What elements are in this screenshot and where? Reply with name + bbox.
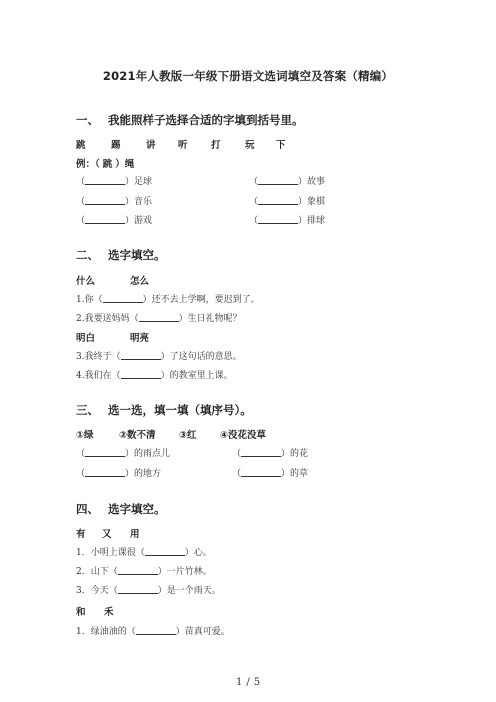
answer-blank[interactable] bbox=[121, 350, 161, 360]
answer-blank[interactable] bbox=[258, 214, 298, 224]
section-title: 选字填空。 bbox=[108, 248, 166, 262]
question-line: 2.我要送妈妈（ ）生日礼物呢？ bbox=[76, 314, 242, 324]
question-line: 4.我们在（ ）的教室里上课。 bbox=[76, 371, 233, 381]
fill-item: （ ）的花 bbox=[232, 449, 309, 459]
question-line: 1．小明上课很（ ）心。 bbox=[76, 548, 212, 558]
question-line: 3.我终于（ ）了这句话的意思。 bbox=[76, 352, 242, 362]
answer-blank[interactable] bbox=[118, 565, 158, 575]
answer-blank[interactable] bbox=[121, 369, 161, 379]
word-option: 讲 bbox=[146, 140, 156, 151]
word-option: 怎么 bbox=[130, 276, 150, 287]
answer-blank[interactable] bbox=[241, 467, 281, 477]
example-answer: 跳 bbox=[102, 159, 113, 170]
word-option: 用 bbox=[130, 529, 140, 540]
word-option: 禾 bbox=[104, 607, 114, 618]
section-number: 二、 bbox=[76, 248, 99, 262]
section-title: 我能照样子选择合适的字填到括号里。 bbox=[108, 113, 304, 127]
word-option: 什么 bbox=[76, 276, 96, 287]
fill-item: （ ）游戏 bbox=[76, 216, 153, 226]
answer-blank[interactable] bbox=[85, 447, 125, 457]
answer-blank[interactable] bbox=[85, 467, 125, 477]
section-title: 选一选，填一填（填序号）。 bbox=[108, 403, 252, 417]
fill-item: （ ）足球 bbox=[76, 177, 153, 187]
answer-blank[interactable] bbox=[103, 293, 143, 303]
page-title: 2021年人教版一年级下册语文选词填空及答案（精编） bbox=[102, 69, 394, 83]
fill-item: （ ）的草 bbox=[232, 469, 309, 479]
choice-option: ②数不清 bbox=[119, 430, 156, 441]
question-line: 1.你（ ）还不去上学啊，要迟到了。 bbox=[76, 295, 260, 305]
word-option: 下 bbox=[276, 140, 286, 151]
word-option: 踢 bbox=[111, 140, 121, 151]
page-separator: / bbox=[246, 677, 250, 688]
answer-blank[interactable] bbox=[85, 195, 125, 205]
question-line: 1．绿油油的（ ）苗真可爱。 bbox=[76, 627, 230, 637]
fill-item: （ ）排球 bbox=[249, 216, 326, 226]
answer-blank[interactable] bbox=[145, 546, 185, 556]
page-number bbox=[0, 677, 496, 688]
current-page: 1 bbox=[235, 677, 243, 688]
section-2-heading bbox=[76, 247, 166, 263]
choice-option: ④没花没草 bbox=[220, 430, 267, 441]
fill-item: （ ）象棋 bbox=[249, 197, 326, 207]
answer-blank[interactable] bbox=[139, 312, 179, 322]
example-suffix: ）绳 bbox=[115, 159, 135, 170]
section-1-heading bbox=[76, 112, 304, 128]
answer-blank[interactable] bbox=[258, 195, 298, 205]
answer-blank[interactable] bbox=[85, 175, 125, 185]
word-option: 打 bbox=[211, 140, 221, 151]
word-option: 和 bbox=[76, 607, 86, 618]
word-option: 明亮 bbox=[130, 333, 150, 344]
choice-option: ③红 bbox=[179, 430, 197, 441]
fill-item: （ ）音乐 bbox=[76, 197, 153, 207]
word-option: 明白 bbox=[76, 333, 96, 344]
fill-item: （ ）的雨点儿 bbox=[76, 449, 171, 459]
answer-blank[interactable] bbox=[85, 214, 125, 224]
section-title: 选字填空。 bbox=[108, 502, 166, 516]
answer-blank[interactable] bbox=[241, 447, 281, 457]
word-option: 又 bbox=[102, 529, 112, 540]
section-number: 一、 bbox=[76, 113, 99, 127]
fill-item: （ ）故事 bbox=[249, 177, 326, 187]
word-option: 有 bbox=[76, 529, 86, 540]
example-line bbox=[76, 156, 134, 170]
answer-blank[interactable] bbox=[258, 175, 298, 185]
word-option: 跳 bbox=[76, 140, 86, 151]
total-pages: 5 bbox=[253, 677, 261, 688]
question-line: 3．今天（ ）是一个雨天。 bbox=[76, 586, 221, 596]
answer-blank[interactable] bbox=[136, 625, 176, 635]
word-option: 听 bbox=[178, 140, 188, 151]
section-4-heading bbox=[76, 501, 166, 517]
section-number: 四、 bbox=[76, 502, 99, 516]
section-number: 三、 bbox=[76, 403, 99, 417]
fill-item: （ ）的地方 bbox=[76, 469, 162, 479]
section-3-heading bbox=[76, 402, 252, 418]
example-prefix: 例：（ bbox=[76, 159, 100, 170]
choice-option: ①绿 bbox=[76, 430, 94, 441]
question-line: 2．山下（ ）一片竹林。 bbox=[76, 567, 212, 577]
answer-blank[interactable] bbox=[118, 584, 158, 594]
word-option: 玩 bbox=[245, 140, 255, 151]
